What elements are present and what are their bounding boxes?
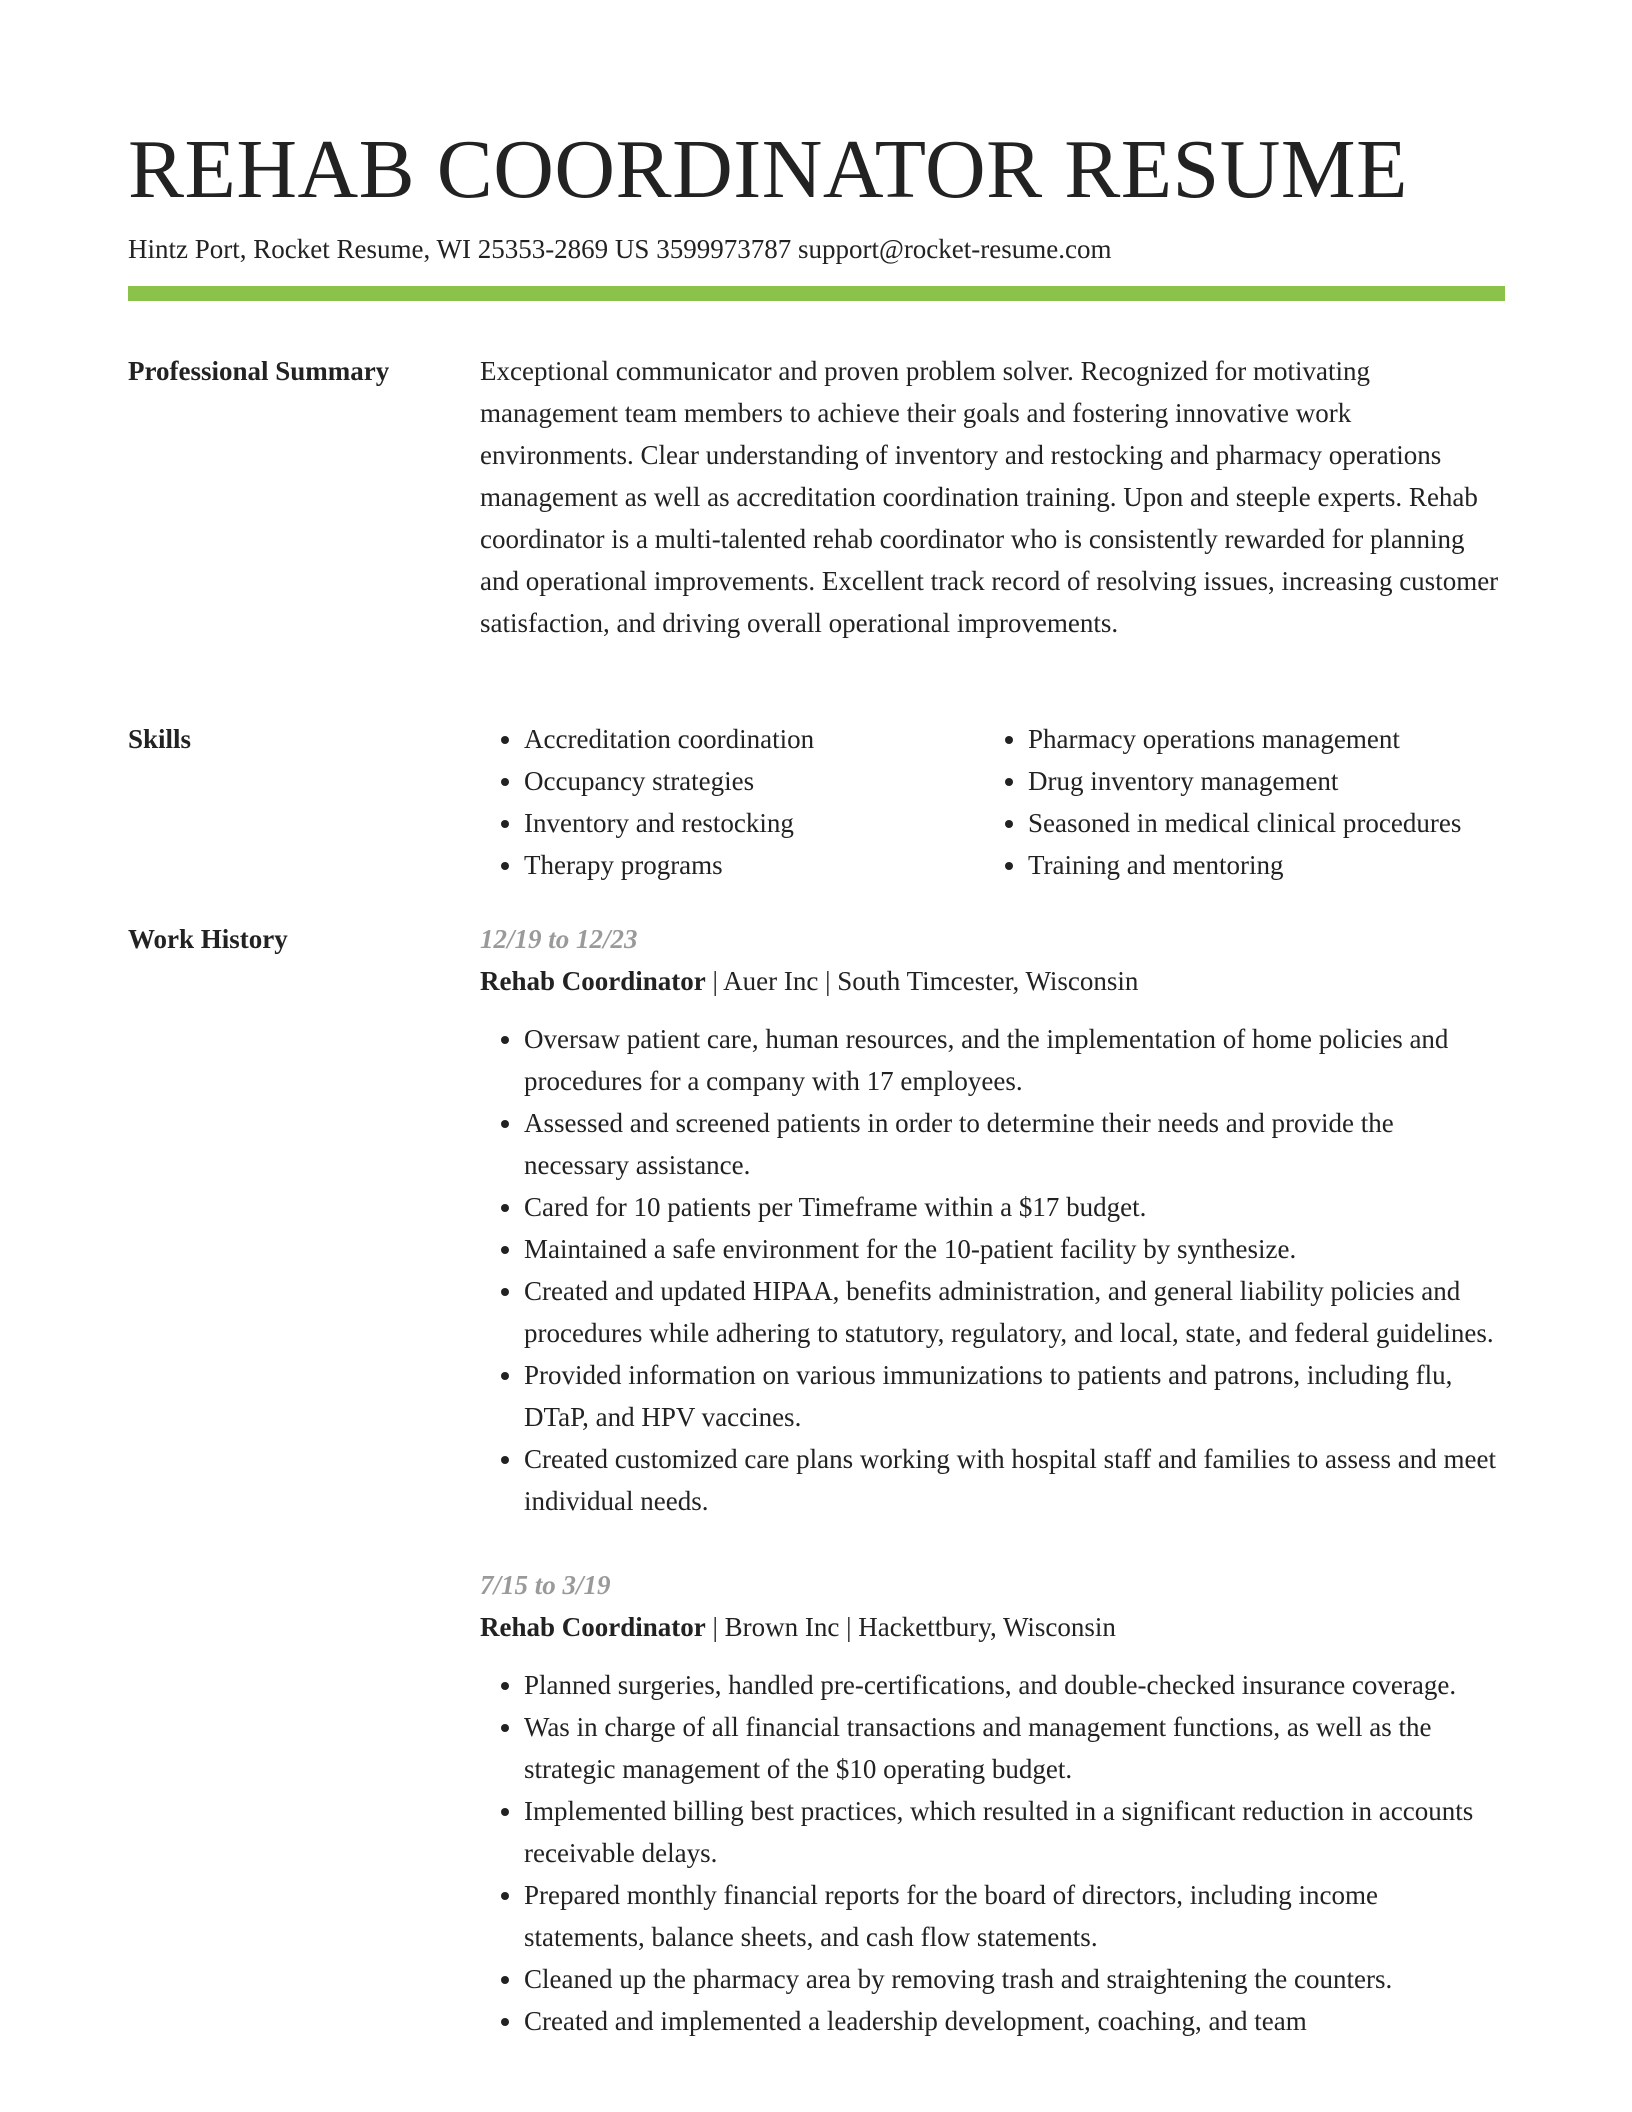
job-title-line bbox=[480, 960, 1505, 1002]
job-entry bbox=[480, 918, 1505, 1522]
job-bullets bbox=[480, 1664, 1505, 2042]
work-history-body bbox=[480, 918, 1505, 2084]
skill-item: • Pharmacy operations management bbox=[1028, 718, 1488, 760]
job-bullet: • Created and updated HIPAA, benefits administration, and general liability policies and procedures while adhering to statutory, regulatory, and local, state, and federal guidelines. bbox=[524, 1270, 1505, 1354]
skill-item: • Training and mentoring bbox=[1028, 844, 1488, 886]
work-history-label: Work History bbox=[128, 924, 288, 954]
skills-label: Skills bbox=[128, 724, 192, 754]
job-bullet: • Cleaned up the pharmacy area by removing trash and straightening the counters. bbox=[524, 1958, 1505, 2000]
skill-item: • Drug inventory management bbox=[1028, 760, 1488, 802]
job-bullet: • Was in charge of all financial transactions and management functions, as well as the strategic management of the $10 operating budget. bbox=[524, 1706, 1505, 1790]
job-bullet: • Created customized care plans working with hospital staff and families to assess and meet individual needs. bbox=[524, 1438, 1505, 1522]
job-bullet: • Assessed and screened patients in order to determine their needs and provide the necessary assistance. bbox=[524, 1102, 1505, 1186]
summary-text: Exceptional communicator and proven problem solver. Recognized for motivating management team members to achieve their goals and fostering innovative work environments. Clear understanding of inventory and restocking and pharmacy operations management as well as accreditation coordination training. Upon and steeple experts. Rehab coordinator is a multi-talented rehab coordinator who is consistently rewarded for planning and operational improvements. Excellent track record of resolving issues, increasing customer satisfaction, and driving overall operational improvements. bbox=[480, 356, 1499, 638]
header-accent-rule bbox=[128, 286, 1505, 301]
job-dates: 12/19 to 12/23 bbox=[480, 924, 638, 954]
job-bullet: • Planned surgeries, handled pre-certifications, and double-checked insurance coverage. bbox=[524, 1664, 1505, 1706]
skills-list-right bbox=[984, 718, 1488, 886]
resume-title: REHAB COORDINATOR RESUME bbox=[128, 123, 1408, 216]
skill-item: • Accreditation coordination bbox=[524, 718, 984, 760]
job-bullets bbox=[480, 1018, 1505, 1522]
skill-item: • Therapy programs bbox=[524, 844, 984, 886]
skill-item: • Inventory and restocking bbox=[524, 802, 984, 844]
job-title: Rehab Coordinator bbox=[480, 966, 706, 996]
job-bullet: • Maintained a safe environment for the 10-patient facility by synthesize. bbox=[524, 1228, 1505, 1270]
job-bullet: • Oversaw patient care, human resources, and the implementation of home policies and procedures for a company with 17 employees. bbox=[524, 1018, 1505, 1102]
job-dates: 7/15 to 3/19 bbox=[480, 1570, 611, 1600]
job-entry bbox=[480, 1564, 1505, 2042]
skills-body bbox=[480, 718, 1505, 886]
job-bullet: • Prepared monthly financial reports for the board of directors, including income statements, balance sheets, and cash flow statements. bbox=[524, 1874, 1505, 1958]
contact-line: Hintz Port, Rocket Resume, WI 25353-2869 US 3599973787 support@rocket-resume.com bbox=[128, 234, 1112, 264]
summary-label: Professional Summary bbox=[128, 356, 390, 386]
job-bullet: • Provided information on various immunizations to patients and patrons, including flu, DTaP, and HPV vaccines. bbox=[524, 1354, 1505, 1438]
job-details: | Brown Inc | Hackettbury, Wisconsin bbox=[705, 1612, 1116, 1642]
job-bullet: • Implemented billing best practices, which resulted in a significant reduction in accounts receivable delays. bbox=[524, 1790, 1505, 1874]
summary-body bbox=[480, 350, 1505, 644]
skill-item: • Seasoned in medical clinical procedures bbox=[1028, 802, 1488, 844]
job-details: | Auer Inc | South Timcester, Wisconsin bbox=[705, 966, 1139, 996]
skill-item: • Occupancy strategies bbox=[524, 760, 984, 802]
job-title-line bbox=[480, 1606, 1505, 1648]
job-bullet: • Cared for 10 patients per Timeframe within a $17 budget. bbox=[524, 1186, 1505, 1228]
job-bullet: • Created and implemented a leadership development, coaching, and team bbox=[524, 2000, 1505, 2042]
job-title: Rehab Coordinator bbox=[480, 1612, 706, 1642]
skills-list-left bbox=[480, 718, 984, 886]
